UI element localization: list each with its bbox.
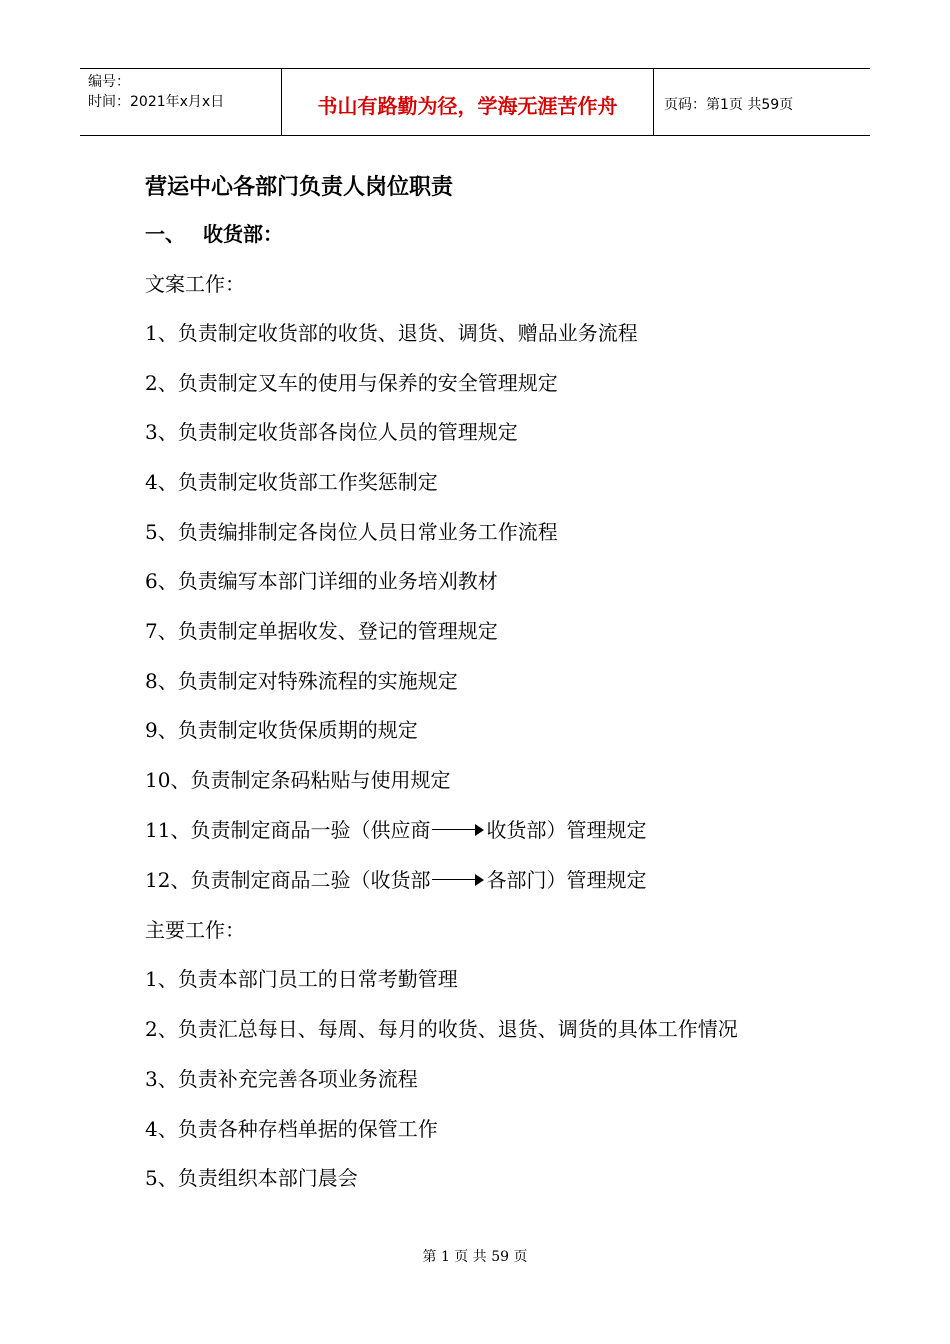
header-page-label: 页码：第1页 共59页 <box>664 97 794 113</box>
list-item <box>145 816 646 844</box>
list-item: 2、负责制定叉车的使用与保养的安全管理规定 <box>145 371 558 395</box>
page-header <box>80 68 870 136</box>
list-item: 1、负责制定收货部的收货、退货、调货、赠品业务流程 <box>145 321 638 345</box>
section-number: 一、 <box>145 222 185 246</box>
section-heading <box>145 218 283 247</box>
subheading-main-work: 主要工作： <box>145 918 245 942</box>
list-item: 4、负责制定收货部工作奖惩制定 <box>145 470 438 494</box>
header-time-label: 时间：2021年x月x日 <box>88 94 225 110</box>
list-item-part: 12、负责制定商品二验（收货部 <box>145 868 431 892</box>
document-title: 营运中心各部门负责人岗位职责 <box>145 175 454 200</box>
list-item <box>145 866 646 894</box>
list-item: 5、负责组织本部门晨会 <box>145 1166 358 1190</box>
list-item-part: 收货部）管理规定 <box>486 818 647 842</box>
list-item: 1、负责本部门员工的日常考勤管理 <box>145 967 458 991</box>
list-item: 10、负责制定条码粘贴与使用规定 <box>145 768 451 792</box>
list-item: 8、负责制定对特殊流程的实施规定 <box>145 669 458 693</box>
list-item: 4、负责各种存档单据的保管工作 <box>145 1117 438 1141</box>
list-item: 7、负责制定单据收发、登记的管理规定 <box>145 619 498 643</box>
header-meta <box>80 69 282 135</box>
subheading-copywork: 文案工作： <box>145 272 245 296</box>
list-item: 3、负责补充完善各项业务流程 <box>145 1067 418 1091</box>
list-item: 3、负责制定收货部各岗位人员的管理规定 <box>145 420 518 444</box>
arrow-right-icon <box>432 824 484 836</box>
list-item-part: 11、负责制定商品一验（供应商 <box>145 818 431 842</box>
list-item: 5、负责编排制定各岗位人员日常业务工作流程 <box>145 520 558 544</box>
list-item: 6、负责编写本部门详细的业务培刈教材 <box>145 569 498 593</box>
header-number-label: 编号： <box>88 74 130 90</box>
section-title: 收货部： <box>203 222 283 246</box>
list-item-part: 各部门）管理规定 <box>486 868 647 892</box>
list-item: 9、负责制定收货保质期的规定 <box>145 718 418 742</box>
list-item: 2、负责汇总每日、每周、每月的收货、退货、调货的具体工作情况 <box>145 1017 738 1041</box>
header-motto: 书山有路勤为径，学海无涯苦作舟 <box>282 69 654 135</box>
arrow-right-icon <box>432 874 484 886</box>
page-footer: 第 1 页 共 59 页 <box>422 1249 528 1265</box>
